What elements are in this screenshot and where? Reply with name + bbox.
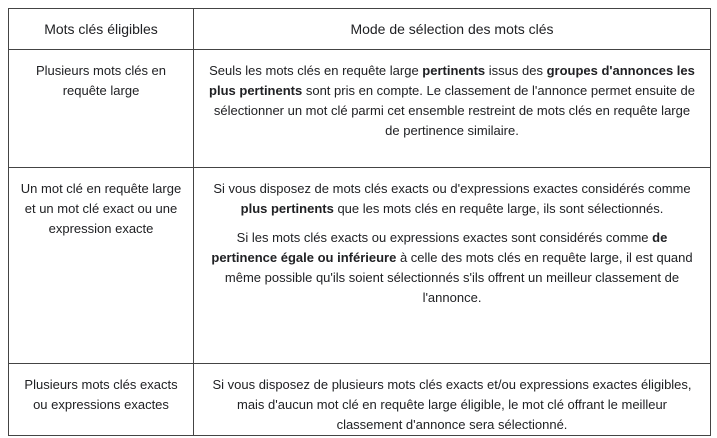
bold-segment: de pertinence égale ou inférieure [211,230,668,265]
selection-mode-cell [194,168,711,364]
bold-segment: groupes d'annonces les plus pertinents [209,63,695,98]
bold-segment: pertinents [422,63,486,78]
selection-mode-text [208,375,696,435]
selection-mode-cell [194,364,711,436]
selection-mode-paragraph [208,228,696,308]
text-segment: que les mots clés en requête large, ils sont sélectionnés. [333,201,664,216]
eligible-keywords-cell: Plusieurs mots clés exacts ou expressions exactes [9,364,194,436]
text-segment: sont pris en compte. Le classement de l'annonce permet ensuite de sélectionner un mot clé parmi cet ensemble restreint de mots clés en requête large de pertinence similaire. [213,83,695,138]
text-segment: Si les mots clés exacts ou expressions exactes sont considérés comme [236,230,653,245]
table-header-row [9,9,711,50]
keyword-selection-table [8,8,711,436]
header-eligible-keywords: Mots clés éligibles [9,9,194,50]
table-row [9,364,711,436]
text-segment: Seuls les mots clés en requête large [209,63,423,78]
selection-mode-cell [194,50,711,168]
bold-segment: plus pertinents [240,201,334,216]
table-row [9,168,711,364]
eligible-keywords-cell: Plusieurs mots clés en requête large [9,50,194,168]
eligible-keywords-cell: Un mot clé en requête large et un mot clé exact ou une expression exacte [9,168,194,364]
text-segment: issus des [485,63,547,78]
selection-mode-paragraph [208,179,696,219]
selection-mode-text [208,61,696,141]
text-segment: Si vous disposez de mots clés exacts ou d'expressions exactes considérés comme [213,181,691,196]
text-segment: Si vous disposez de plusieurs mots clés exacts et/ou expressions exactes éligibles, mais d'aucun mot clé en requête large éligible, le mot clé offrant le meilleur classement d'annonce sera sélectionné. [212,377,692,432]
table-row [9,50,711,168]
text-segment: à celle des mots clés en requête large, il est quand même possible qu'ils soient sélectionnés s'ils offrent un meilleur classement de l'annonce. [224,250,693,305]
header-selection-mode: Mode de sélection des mots clés [194,9,711,50]
